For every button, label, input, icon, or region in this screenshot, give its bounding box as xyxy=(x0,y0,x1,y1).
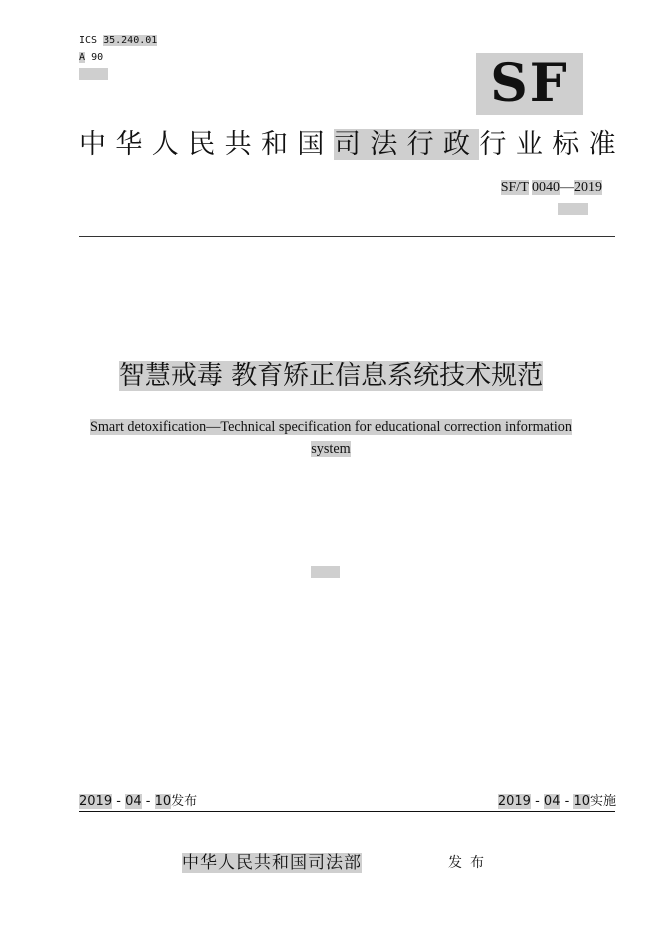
issue-day: 10 xyxy=(154,794,172,809)
ccs-code xyxy=(79,51,103,65)
ccs-letter: A xyxy=(79,52,86,63)
issuing-authority xyxy=(182,851,362,875)
standard-number-dash: — xyxy=(560,180,574,195)
issue-label: 发布 xyxy=(171,794,198,809)
draft-stage-placeholder xyxy=(311,566,340,578)
standard-number-prefix: SF/T xyxy=(500,180,529,195)
impl-label: 实施 xyxy=(589,794,616,809)
english-title-line1: Smart detoxification—Technical specification for educational correction information xyxy=(90,419,572,435)
impl-month: 04 xyxy=(543,794,561,809)
footer-divider xyxy=(79,811,615,812)
issue-word: 发布 xyxy=(448,855,492,871)
header-divider xyxy=(79,236,615,237)
ics-prefix: ICS xyxy=(79,35,98,46)
ccs-number: 90 xyxy=(91,52,104,63)
english-title-line2: system xyxy=(311,441,351,457)
issue-year: 2019 xyxy=(79,794,113,809)
replacement-placeholder xyxy=(558,203,588,215)
standard-class-heading xyxy=(79,126,625,164)
standard-number xyxy=(501,179,602,197)
impl-day: 10 xyxy=(573,794,590,809)
issue-month: 04 xyxy=(125,794,142,809)
ics-number: 35.240.01 xyxy=(103,35,158,46)
impl-year: 2019 xyxy=(497,794,531,809)
issuing-authority-name: 中华人民共和国司法部 xyxy=(182,853,362,873)
document-title-chinese xyxy=(0,356,662,396)
standard-class-sector: 司法行政 xyxy=(333,129,480,160)
standard-number-year: 2019 xyxy=(574,180,602,195)
standard-number-code: 0040 xyxy=(532,180,560,195)
filing-number-placeholder xyxy=(79,68,108,80)
standard-class-type: 行业标准 xyxy=(479,129,626,160)
implementation-date: 2019 - 04 - 10实施 xyxy=(497,794,616,809)
standard-class-country: 中华人民共和国 xyxy=(79,129,334,160)
sf-logo: SF xyxy=(476,53,583,115)
ics-code xyxy=(79,34,157,48)
issue-date: 2019 - 04 - 10发布 xyxy=(79,794,198,809)
document-title-text: 智慧戒毒 教育矫正信息系统技术规范 xyxy=(118,361,544,391)
document-title-english xyxy=(40,416,622,460)
